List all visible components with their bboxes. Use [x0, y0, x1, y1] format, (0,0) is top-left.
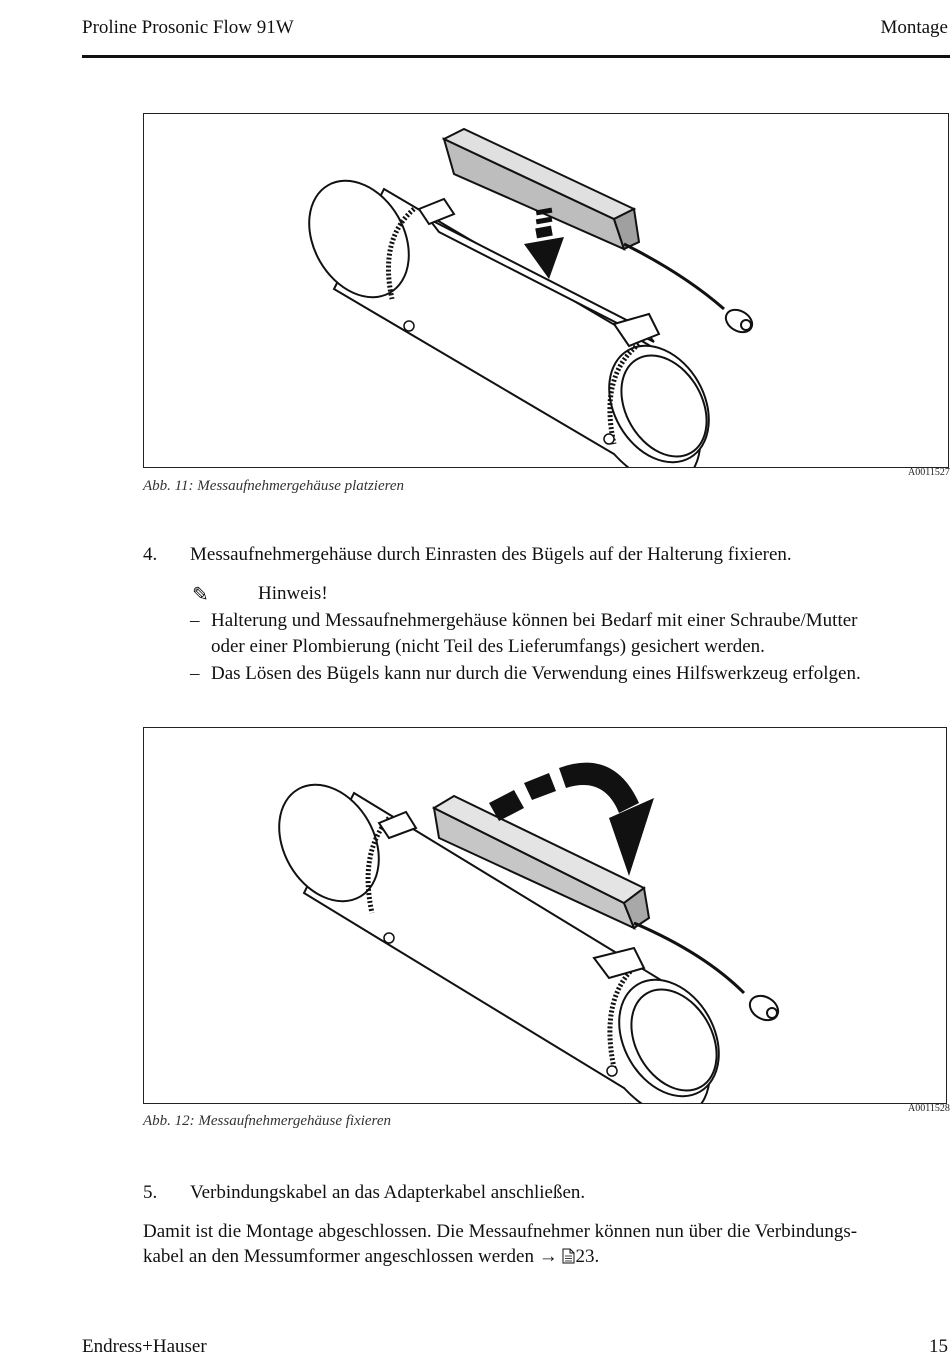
- note-item-2-dash: –: [190, 663, 200, 684]
- figure-1-caption: Abb. 11: Messaufnehmergehäuse platzieren: [143, 478, 405, 494]
- note-label: Hinweis!: [258, 583, 328, 604]
- step-5-number: 5.: [143, 1182, 158, 1203]
- figure-2-caption: Abb. 12: Messaufnehmergehäuse fixieren: [143, 1113, 391, 1129]
- figure-1-code: A0011527: [908, 467, 950, 478]
- page-reference: 23.: [575, 1246, 600, 1267]
- header-rule: [82, 55, 950, 58]
- step-5-text: Verbindungskabel an das Adapterkabel anschließen.: [190, 1182, 586, 1203]
- header-title: Proline Prosonic Flow 91W: [82, 17, 294, 38]
- closing-line-2: [143, 1244, 599, 1270]
- header-section: Montage: [880, 17, 948, 38]
- figure-1: [143, 113, 949, 468]
- figure-2: [143, 727, 947, 1104]
- figure-2-code: A0011528: [908, 1103, 950, 1114]
- step-4-text: Messaufnehmergehäuse durch Einrasten des Bügels auf der Halterung fixieren.: [190, 544, 792, 565]
- page-number: 15: [929, 1336, 948, 1357]
- sensor-fixing-illustration: [144, 728, 946, 1103]
- pencil-icon: ✎: [192, 584, 209, 606]
- closing-line-2-text: kabel an den Messumformer angeschlossen werden: [143, 1246, 534, 1267]
- footer-brand: Endress+Hauser: [82, 1336, 207, 1357]
- note-item-2-line-1: Das Lösen des Bügels kann nur durch die Verwendung eines Hilfswerkzeug erfolgen.: [211, 663, 861, 684]
- step-4-number: 4.: [143, 544, 158, 565]
- sensor-placement-illustration: [144, 114, 948, 467]
- note-item-1-line-2: oder einer Plombierung (nicht Teil des Lieferumfangs) gesichert werden.: [211, 636, 765, 657]
- closing-line-1: Damit ist die Montage abgeschlossen. Die Messaufnehmer können nun über die Verbindungs-: [143, 1221, 858, 1242]
- arrow-icon: →: [538, 1246, 558, 1267]
- note-item-1-line-1: Halterung und Messaufnehmergehäuse können bei Bedarf mit einer Schraube/Mutter: [211, 610, 858, 631]
- note-item-1-dash: –: [190, 610, 200, 631]
- page-icon: [562, 1248, 575, 1264]
